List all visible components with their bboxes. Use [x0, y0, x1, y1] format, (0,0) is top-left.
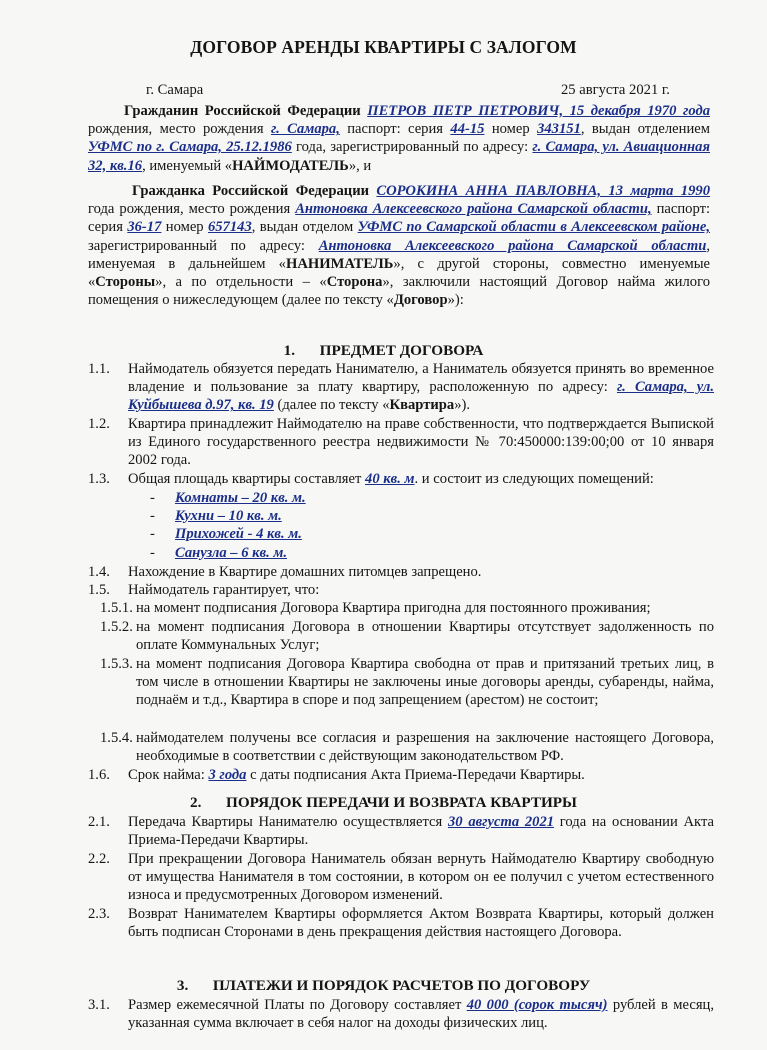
party2-role: НАНИМАТЕЛЬ [285, 255, 394, 272]
section-number: 1. [283, 342, 296, 359]
clause-text: Квартира принадлежит Наймодателю на праве собственности, что подтверждается Выпиской из Единого государственного реестра недвижимости № 70:450000:139:00;00 от 10 января 2002 года. [128, 416, 714, 469]
text: года, зарегистрированный по адресу: [291, 139, 533, 156]
text: номер [161, 219, 208, 236]
term-side: Сторона [326, 274, 383, 291]
clause-number: 2.2. [88, 851, 110, 867]
text: рождения, место рождения [88, 121, 271, 138]
section1-heading [0, 342, 767, 360]
clause-2-3 [88, 905, 714, 941]
text: , именуемый « [142, 157, 233, 174]
rental-term: 3 года [208, 767, 247, 783]
clause-1-5 [88, 581, 714, 599]
clause-number: 1.4. [88, 564, 110, 580]
text: . и состоит из следующих помещений: [414, 471, 654, 487]
clause-number: 1.6. [88, 767, 110, 783]
text: Размер ежемесячной Платы по Договору составляет [128, 997, 467, 1013]
room-item [150, 525, 302, 543]
dash: - [150, 490, 155, 506]
text: , именуемая в дальнейшем « [88, 237, 710, 272]
party1-name: ПЕТРОВ ПЕТР ПЕТРОВИЧ, 15 декабря 1970 года [367, 103, 710, 119]
text: , выдан отделом [251, 219, 358, 236]
text: »). [454, 397, 471, 414]
room-text: Кухни – 10 кв. м. [175, 508, 282, 524]
section2-heading [0, 794, 767, 812]
contract-date: 25 августа 2021 г. [561, 82, 670, 98]
party1-paragraph [88, 102, 710, 175]
text: », заключили настоящий Договор найма жилого помещения о нижеследующем (далее по тексту « [88, 274, 710, 309]
clause-number: 2.1. [88, 814, 110, 830]
text: (далее по тексту « [273, 397, 390, 414]
clause-number: 1.5.3. [100, 656, 133, 672]
clause-number: 2.3. [88, 906, 110, 922]
section-title: ПРЕДМЕТ ДОГОВОРА [319, 342, 484, 359]
section3-heading [0, 977, 767, 995]
room-text: Комнаты – 20 кв. м. [175, 490, 306, 506]
text: с даты подписания Акта Приема-Передачи Квартиры. [246, 767, 585, 783]
room-text: Санузла – 6 кв. м. [175, 545, 288, 561]
text: паспорт: серия [339, 121, 451, 138]
clause-number: 1.3. [88, 471, 110, 487]
clause-text: на момент подписания Договора Квартира свободна от прав и притязаний третьих лиц, в том числе в отношении Квартиры не заключены иные договоры аренды, субаренды, найма, поднаём и т.д., Квартира в споре и под запрещением (арестом) не состоит; [136, 656, 714, 709]
dash: - [150, 526, 155, 542]
clause-number: 1.5.4. [100, 730, 133, 746]
clause-1-5-1 [96, 599, 714, 617]
section-title: ПЛАТЕЖИ И ПОРЯДОК РАСЧЕТОВ ПО ДОГОВОРУ [212, 977, 591, 994]
text: »): [447, 292, 464, 309]
clause-text: наймодателем получены все согласия и разрешения на заключение настоящего Договора, необходимые в соответствии с действующим законодательством РФ. [136, 730, 714, 765]
section-number: 3. [176, 977, 189, 994]
party2-address: Антоновка Алексеевского района Самарской области [318, 237, 707, 254]
section-number: 2. [190, 794, 202, 811]
party1-role: НАЙМОДАТЕЛЬ [232, 157, 349, 174]
party2-label: Гражданка Российской Федерации [132, 183, 370, 199]
monthly-payment: 40 000 (сорок тысяч) [466, 997, 608, 1013]
room-item [150, 544, 287, 562]
text: Срок найма: [128, 767, 209, 783]
clause-1-6 [88, 766, 714, 784]
contract-place: г. Самара [146, 82, 204, 98]
dash: - [150, 545, 155, 561]
clause-1-4 [88, 563, 714, 581]
text: паспорт: серия [88, 201, 711, 236]
dash: - [150, 508, 155, 524]
clause-text: на момент подписания Договора в отношении Квартиры отсутствует задолженность по оплате Коммунальных Услуг; [136, 619, 714, 654]
clause-3-1 [88, 996, 714, 1032]
party2-series: 36-17 [127, 219, 162, 236]
clause-2-2 [88, 850, 714, 905]
party1-label: Гражданин Российской Федерации [124, 103, 361, 119]
clause-number: 1.5.1. [100, 600, 133, 616]
clause-1-5-3 [96, 655, 714, 710]
room-text: Прихожей - 4 кв. м. [175, 526, 302, 542]
text: », с другой стороны, совместно именуемые « [88, 255, 710, 291]
text: Общая площадь квартиры составляет [128, 471, 366, 487]
party1-issuer: УФМС по г. Самара, 25.12.1986 [88, 139, 292, 156]
clause-number: 1.1. [88, 361, 110, 377]
clause-text: Возврат Нанимателем Квартиры оформляется Актом Возврата Квартиры, который должен быть подписан Сторонами в день прекращения действия настоящего Договора. [128, 906, 714, 941]
transfer-date: 30 августа 2021 [447, 814, 555, 830]
term-contract: Договор [393, 292, 448, 309]
room-item [150, 507, 282, 525]
party1-series: 44-15 [450, 121, 485, 138]
party2-number: 657143 [207, 219, 252, 236]
clause-text: Нахождение в Квартире домашних питомцев запрещено. [128, 564, 482, 580]
clause-number: 1.5.2. [100, 619, 133, 635]
total-area: 40 кв. м [365, 471, 415, 487]
text: », а по отдельности – « [155, 274, 327, 291]
clause-text: При прекращении Договора Наниматель обязан вернуть Наймодателю Квартиру свободную от имущества Нанимателя в том состоянии, в котором он ее получил с учетом естественного износа и предусмотренных Договором изменений. [128, 851, 714, 904]
term-sides: Стороны [95, 274, 156, 291]
clause-1-5-2 [96, 618, 714, 654]
text: зарегистрированный по адресу: [88, 237, 319, 254]
party1-number: 343151 [537, 121, 581, 138]
party2-paragraph [88, 182, 710, 309]
text: номер [484, 121, 538, 138]
text: года на основании Акта Приема-Передачи Квартиры. [128, 814, 714, 849]
party2-name: СОРОКИНА АННА ПАВЛОВНА, 13 марта 1990 [376, 183, 710, 199]
term-apartment: Квартира [389, 397, 455, 414]
text: , выдан отделением [580, 121, 710, 138]
clause-2-1 [88, 813, 714, 849]
text: Наймодатель обязуется передать Нанимателю, а Наниматель обязуется принять во временное владение и пользование за плату квартиру, расположенную по адресу: [128, 361, 714, 396]
text: », и [348, 157, 372, 174]
clause-number: 1.2. [88, 416, 110, 432]
clause-1-1 [88, 360, 714, 415]
clause-1-3 [88, 470, 714, 488]
party1-address: г. Самара, ул. Авиационная 32, кв.16 [88, 139, 710, 174]
room-item [150, 489, 306, 507]
clause-1-2 [88, 415, 714, 470]
party2-issuer: УФМС по Самарской области в Алексеевском районе, [357, 219, 710, 236]
clause-number: 3.1. [88, 997, 110, 1013]
text: года рождения, место рождения [88, 201, 296, 218]
clause-1-5-4 [96, 729, 714, 765]
document-title: ДОГОВОР АРЕНДЫ КВАРТИРЫ С ЗАЛОГОМ [190, 37, 577, 57]
party2-birthplace: Антоновка Алексеевского района Самарской области, [295, 201, 652, 218]
clause-text: Наймодатель гарантирует, что: [128, 582, 320, 598]
apartment-address: г. Самара, ул. Куйбышева д.97, кв. 19 [128, 379, 715, 414]
section-title: ПОРЯДОК ПЕРЕДАЧИ И ВОЗВРАТА КВАРТИРЫ [226, 794, 577, 811]
clause-number: 1.5. [88, 582, 110, 598]
party1-birthplace: г. Самара, [270, 121, 340, 138]
text: Передача Квартиры Нанимателю осуществляется [128, 814, 448, 830]
text: рублей в месяц, указанная сумма включает в себя налог на доходы физических лиц. [128, 997, 715, 1032]
clause-text: на момент подписания Договора Квартира пригодна для постоянного проживания; [136, 600, 651, 616]
